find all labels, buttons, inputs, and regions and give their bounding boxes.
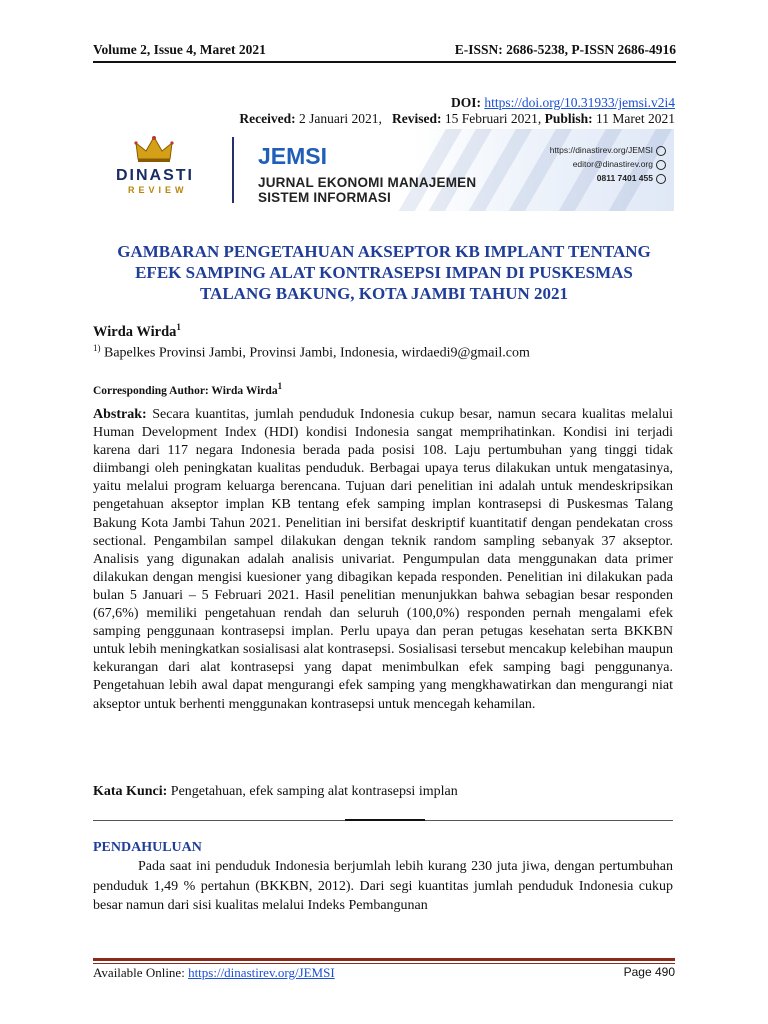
journal-name-line2: SISTEM INFORMASI [258,190,391,205]
author-superscript: 1 [176,322,181,332]
contact-email[interactable] [573,159,666,170]
author-name [93,322,181,341]
email-text: editor@dinastirev.org [572,159,653,169]
doi-label: DOI: [450,95,481,110]
revised-date: 15 Februari 2021, [444,111,542,126]
doi-line [451,95,675,111]
globe-icon [656,146,666,156]
title-line-2: EFEK SAMPING ALAT KONTRASEPSI IMPAN DI PUSKESMAS [135,263,633,282]
publication-dates [239,111,675,127]
phone-text: 0811 7401 455 [596,173,653,183]
journal-volume: Volume 2, Issue 4, Maret 2021 [93,42,266,57]
revised-label: Revised: [392,111,442,126]
section-heading: PENDAHULUAN [93,840,202,855]
publish-label: Publish: [544,111,593,126]
website-text: https://dinastirev.org/JEMSI [549,145,653,155]
journal-acronym: JEMSI [258,143,328,169]
page-number: Page 490 [623,965,675,979]
banner-divider [232,137,234,203]
corresponding-author [93,381,282,397]
received-label: Received: [239,111,296,126]
footer-rule [93,958,675,961]
journal-banner [94,129,674,211]
journal-issn: E-ISSN: 2686-5238, P-ISSN 2686-4916 [454,42,676,57]
author-affiliation [93,343,530,362]
keywords [93,784,458,800]
available-label: Available Online: [93,965,185,980]
author-text: Wirda Wirda [93,323,177,340]
contact-website[interactable] [550,145,666,156]
journal-name-line1: JURNAL EKONOMI MANAJEMEN [258,175,477,190]
received-date: 2 Januari 2021, [299,111,382,126]
footer-rule-thin [93,963,675,964]
section-separator-accent [345,819,425,821]
email-icon [656,160,666,170]
abstract [93,406,673,714]
whatsapp-icon [656,174,666,184]
crown-logo-icon [134,135,174,163]
corresponding-superscript: 1 [277,381,283,391]
corresponding-text: Corresponding Author: Wirda Wirda [93,384,278,397]
abstract-label: Abstrak: [93,407,147,422]
title-line-1: GAMBARAN PENGETAHUAN AKSEPTOR KB IMPLANT TENTANG [117,242,651,261]
keywords-label: Kata Kunci: [93,784,168,799]
publisher-subname: REVIEW [128,185,188,195]
available-link[interactable]: https://dinastirev.org/JEMSI [188,965,335,980]
header-rule [93,61,676,63]
publish-date: 11 Maret 2021 [596,111,675,126]
contact-phone[interactable] [597,173,666,184]
paper-title [80,241,688,304]
intro-paragraph [93,857,673,916]
affiliation-text: Bapelkes Provinsi Jambi, Provinsi Jambi, Indonesia, wirdaedi9@gmail.com [104,345,530,361]
publisher-name: DINASTI [116,167,194,184]
abstract-text: Secara kuantitas, jumlah penduduk Indonesia cukup besar, namun secara kualitas melalui Human Development Index (HDI) kondisi Indonesia sangat memprihatinkan. Kondisi ini terjadi karena dari 117 negara Indonesia berada pada posisi 108. Laju pertumbuhan yang tinggi tidak diimbangi oleh peningkatan kualitas penduduk. Berbagai upaya terus dilakukan untuk mengatasinya, yaitu melalui program keluarga berencana. Tujuan dari penelitian ini adalah untuk mendeskripsikan pengetahuan akseptor implan KB tentang efek samping implan kontrasepsi di Puskesmas Talang Bakung Kota Jambi Tahun 2021. Penelitian ini bersifat deskriptif kuantitatif dengan pendekatan cross sectional. Pengambilan sampel dilakukan dengan teknik random sampling sebanyak 37 akseptor. Analisis yang digunakan adalah analisis univariat. Pengumpulan data menggunakan data primer dilakukan dengan mengisi kuesioner yang dibagikan kepada responden. Penelitian ini dilakukan pada bulan 5 Januari – 5 Februari 2021. Hasil penelitian menunjukkan bahwa sebagian besar responden (67,6%) memiliki pengetahuan rendah dan seluruh (100,0%) responden pernah mengalami efek samping penggunaan kontrasepsi implan. Perlu upaya dan peran petugas kesehatan serta BKKBN untuk lebih meningkatkan sosialisasi alat kontrasepsi. Sosialisasi tersebut mencakup kelebihan maupun kekurangan dari alat kontrasepsi yang dapat menimbulkan efek samping bagi penggunanya. Pengetahuan lebih awal dapat mengurangi efek samping yang mengkhawatirkan dan mengurangi niat akseptor untuk berhenti menggunakan kontrasepsi untuk mencegah kehamilan. [93,407,673,712]
affiliation-superscript: 1) [93,343,101,353]
doi-link[interactable]: https://doi.org/10.31933/jemsi.v2i4 [484,95,675,110]
keywords-text: Pengetahuan, efek samping alat kontrasepsi implan [170,784,458,799]
footer-availability [93,965,335,981]
intro-text: Pada saat ini penduduk Indonesia berjumlah lebih kurang 230 juta jiwa, dengan pertumbuhan penduduk 1,49 % pertahun (BKKBN, 2012). Dari segi kuantitas jumlah penduduk Indonesia cukup besar namun dari sisi kualitas melalui Indeks Pembangunan [93,859,673,913]
title-line-3: TALANG BAKUNG, KOTA JAMBI TAHUN 2021 [199,284,569,303]
